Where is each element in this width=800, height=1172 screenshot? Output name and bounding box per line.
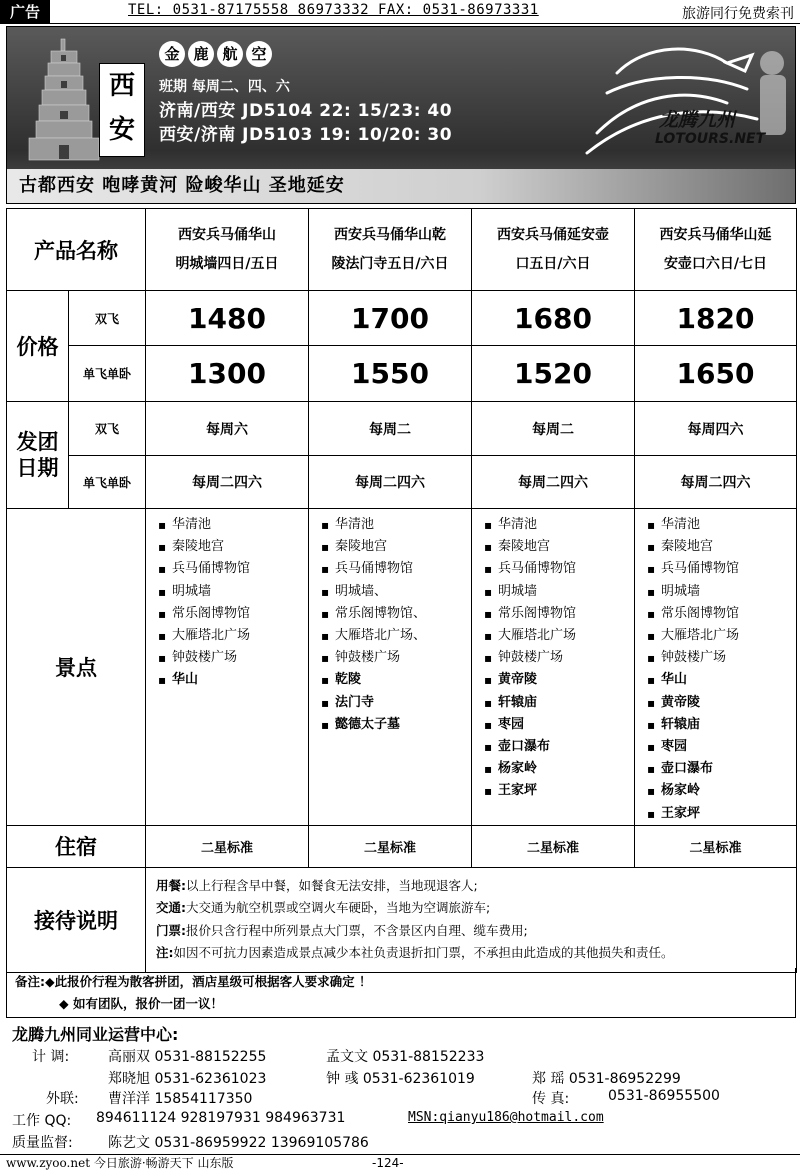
quality-label: 质量监督: xyxy=(12,1135,73,1151)
qq-label: 工作 QQ: xyxy=(12,1113,72,1129)
spot-item: ▪ 乾陵 xyxy=(321,669,471,691)
spot-item: ▪ 法门寺 xyxy=(321,692,471,714)
ad-label: 广告 xyxy=(0,0,50,24)
depart-date-single: 每周二四六 xyxy=(146,456,309,509)
page-number: -124- xyxy=(372,1156,404,1170)
spot-item: ▪ 壶口瀑布 xyxy=(484,736,634,758)
footer xyxy=(0,1154,800,1172)
product-name: 西安兵马俑华山延 安壶口六日/七日 xyxy=(635,209,797,291)
qq-numbers: 894611124 928197931 984963731 xyxy=(96,1110,346,1126)
spot-item: ▪ 明城墙 xyxy=(484,581,634,603)
quality-contact: 陈艺文 0531-86959922 13969105786 xyxy=(108,1135,369,1151)
fax-number: 0531-86955500 xyxy=(608,1088,720,1104)
flight-outbound: 济南/西安 JD5104 22: 15/23: 40 xyxy=(159,101,453,121)
msn-link[interactable]: MSN:qianyu186@hotmail.com xyxy=(408,1110,604,1125)
spot-item: ▪ 王家坪 xyxy=(647,803,796,825)
price-single: 1650 xyxy=(635,346,797,402)
spot-item: ▪ 大雁塔北广场 xyxy=(647,625,796,647)
spot-item: ▪ 明城墙 xyxy=(647,581,796,603)
spot-list xyxy=(309,509,472,826)
spot-item: ▪ 华清池 xyxy=(321,514,471,536)
spot-item: ▪ 壶口瀑布 xyxy=(647,758,796,780)
spot-item: ▪ 大雁塔北广场、 xyxy=(321,625,471,647)
depart-date-single: 每周二四六 xyxy=(472,456,635,509)
note-item: 用餐:以上行程含早中餐，如餐食无法安排，当地现退客人; xyxy=(156,877,478,893)
airline-name: 金 鹿 航 空 xyxy=(159,41,272,67)
spot-item: ▪ 秦陵地宫 xyxy=(321,536,471,558)
magazine-tagline: 旅游同行免费索刊 xyxy=(682,6,794,22)
footer-site: www.zyoo.net 今日旅游·畅游天下 山东版 xyxy=(6,1156,234,1170)
reception-label: 接待说明 xyxy=(7,867,146,972)
spot-list xyxy=(146,509,309,826)
product-name-row xyxy=(7,209,797,291)
remarks xyxy=(6,968,796,1018)
city-name: 西 安 xyxy=(99,63,145,157)
product-name: 西安兵马俑华山乾 陵法门寺五日/六日 xyxy=(309,209,472,291)
spot-item: ▪ 杨家岭 xyxy=(484,758,634,780)
fax-label: 传 真: xyxy=(532,1091,570,1107)
price-double: 1480 xyxy=(146,291,309,346)
spot-item: ▪ 华清池 xyxy=(647,514,796,536)
lodging-standard: 二星标准 xyxy=(146,825,309,867)
spot-item: ▪ 钟鼓楼广场 xyxy=(321,647,471,669)
product-name: 西安兵马俑延安壶 口五日/六日 xyxy=(472,209,635,291)
spot-item: ▪ 大雁塔北广场 xyxy=(158,625,308,647)
price-double-row xyxy=(7,291,797,346)
spot-item: ▪ 常乐阁博物馆 xyxy=(158,603,308,625)
xian-banner xyxy=(6,26,796,204)
price-double: 1680 xyxy=(472,291,635,346)
double-fly-label: 双飞 xyxy=(69,291,146,346)
lodging-row xyxy=(7,825,797,867)
price-double: 1820 xyxy=(635,291,797,346)
banner-slogans: 古都西安 咆哮黄河 险峻华山 圣地延安 xyxy=(19,175,345,196)
external-contact: 曹洋洋 15854117350 xyxy=(108,1091,253,1107)
spot-list xyxy=(472,509,635,826)
note-item: 门票:报价只含行程中所列景点大门票，不含景区内自理、缆车费用; xyxy=(156,922,528,938)
spot-item: ▪ 明城墙、 xyxy=(321,581,471,603)
spot-item: ▪ 钟鼓楼广场 xyxy=(158,647,308,669)
spot-item: ▪ 枣园 xyxy=(484,714,634,736)
spot-item: ▪ 兵马俑博物馆 xyxy=(647,558,796,580)
spot-item: ▪ 秦陵地宫 xyxy=(158,536,308,558)
spot-list xyxy=(635,509,797,826)
brand-logo-url: LOTOURS.NET xyxy=(655,131,766,147)
spot-item: ▪ 华清池 xyxy=(158,514,308,536)
contact-entry: 孟文文 0531-88152233 xyxy=(326,1049,485,1065)
contact-entry: 郑 瑶 0531-86952299 xyxy=(532,1071,681,1087)
spot-item: ▪ 兵马俑博物馆 xyxy=(158,558,308,580)
spot-item: ▪ 华山 xyxy=(158,669,308,691)
lodging-standard: 二星标准 xyxy=(309,825,472,867)
note-item: 注:如因不可抗力因素造成景点减少本社负责退折扣门票，不承担由此造成的其他损失和责任。 xyxy=(156,945,674,961)
spot-item: ▪ 兵马俑博物馆 xyxy=(484,558,634,580)
flight-schedule xyxy=(159,75,452,147)
lodging-standard: 二星标准 xyxy=(472,825,635,867)
depart-single-row xyxy=(7,456,797,509)
contact-numbers: TEL: 0531-87175558 86973332 FAX: 0531-86973331 xyxy=(128,2,539,18)
center-title: 龙腾九州同业运营中心: xyxy=(12,1025,179,1044)
spot-item: ▪ 华清池 xyxy=(484,514,634,536)
price-double: 1700 xyxy=(309,291,472,346)
depart-date-double: 每周二 xyxy=(472,402,635,456)
price-label: 价格 xyxy=(7,291,69,402)
depart-date-double: 每周二 xyxy=(309,402,472,456)
note-item: 交通:大交通为航空机票或空调火车硬卧，当地为空调旅游车; xyxy=(156,900,491,916)
spot-item: ▪ 秦陵地宫 xyxy=(647,536,796,558)
spot-item: ▪ 秦陵地宫 xyxy=(484,536,634,558)
spot-item: ▪ 杨家岭 xyxy=(647,780,796,802)
depart-date-label: 发团日期 xyxy=(7,402,69,509)
product-name-label: 产品名称 xyxy=(7,209,146,291)
pagoda-icon xyxy=(23,37,105,161)
double-fly-label: 双飞 xyxy=(69,402,146,456)
spot-item: ▪ 钟鼓楼广场 xyxy=(647,647,796,669)
spot-item: ▪ 黄帝陵 xyxy=(647,692,796,714)
spot-item: ▪ 黄帝陵 xyxy=(484,669,634,691)
tour-product-table xyxy=(6,208,797,973)
spot-item: ▪ 轩辕庙 xyxy=(647,714,796,736)
spots-row xyxy=(7,509,797,826)
depart-date-double: 每周四六 xyxy=(635,402,797,456)
depart-date-double: 每周六 xyxy=(146,402,309,456)
reception-notes xyxy=(146,867,797,972)
spot-item: ▪ 大雁塔北广场 xyxy=(484,625,634,647)
remark-line: 备注:◆此报价行程为散客拼团，酒店星级可根据客人要求确定 ！ xyxy=(15,974,372,989)
spot-item: ▪ 轩辕庙 xyxy=(484,692,634,714)
price-single: 1300 xyxy=(146,346,309,402)
single-fly-label: 单飞单卧 xyxy=(69,456,146,509)
spot-item: ▪ 常乐阁博物馆、 xyxy=(321,603,471,625)
operation-center xyxy=(12,1022,796,1151)
price-single-row xyxy=(7,346,797,402)
remark-line: ◆ 如有团队，报价一团一议！ xyxy=(59,996,223,1011)
flight-return: 西安/济南 JD5103 19: 10/20: 30 xyxy=(159,125,453,145)
top-bar xyxy=(0,0,800,24)
spot-item: ▪ 钟鼓楼广场 xyxy=(484,647,634,669)
spot-item: ▪ 懿德太子墓 xyxy=(321,714,471,736)
spot-item: ▪ 华山 xyxy=(647,669,796,691)
spot-item: ▪ 王家坪 xyxy=(484,780,634,802)
contact-entry: 钟 彧 0531-62361019 xyxy=(326,1071,475,1087)
spot-item: ▪ 明城墙 xyxy=(158,581,308,603)
brand-logo-cn: 龙腾九州 xyxy=(659,109,736,131)
spot-item: ▪ 常乐阁博物馆 xyxy=(484,603,634,625)
lodging-standard: 二星标准 xyxy=(635,825,797,867)
depart-double-row xyxy=(7,402,797,456)
lodging-label: 住宿 xyxy=(7,825,146,867)
external-label: 外联: xyxy=(46,1091,79,1107)
product-name: 西安兵马俑华山 明城墙四日/五日 xyxy=(146,209,309,291)
depart-date-single: 每周二四六 xyxy=(635,456,797,509)
spot-item: ▪ 枣园 xyxy=(647,736,796,758)
single-fly-label: 单飞单卧 xyxy=(69,346,146,402)
price-single: 1550 xyxy=(309,346,472,402)
spot-item: ▪ 常乐阁博物馆 xyxy=(647,603,796,625)
contact-entry: 高丽双 0531-88152255 xyxy=(108,1049,267,1065)
depart-date-single: 每周二四六 xyxy=(309,456,472,509)
spot-item: ▪ 兵马俑博物馆 xyxy=(321,558,471,580)
schedule-days: 班期 每周二、四、六 xyxy=(159,79,290,95)
spots-label: 景点 xyxy=(7,509,146,826)
price-single: 1520 xyxy=(472,346,635,402)
contact-entry: 郑晓旭 0531-62361023 xyxy=(108,1071,267,1087)
dispatch-label: 计 调: xyxy=(32,1049,70,1065)
reception-row xyxy=(7,867,797,972)
